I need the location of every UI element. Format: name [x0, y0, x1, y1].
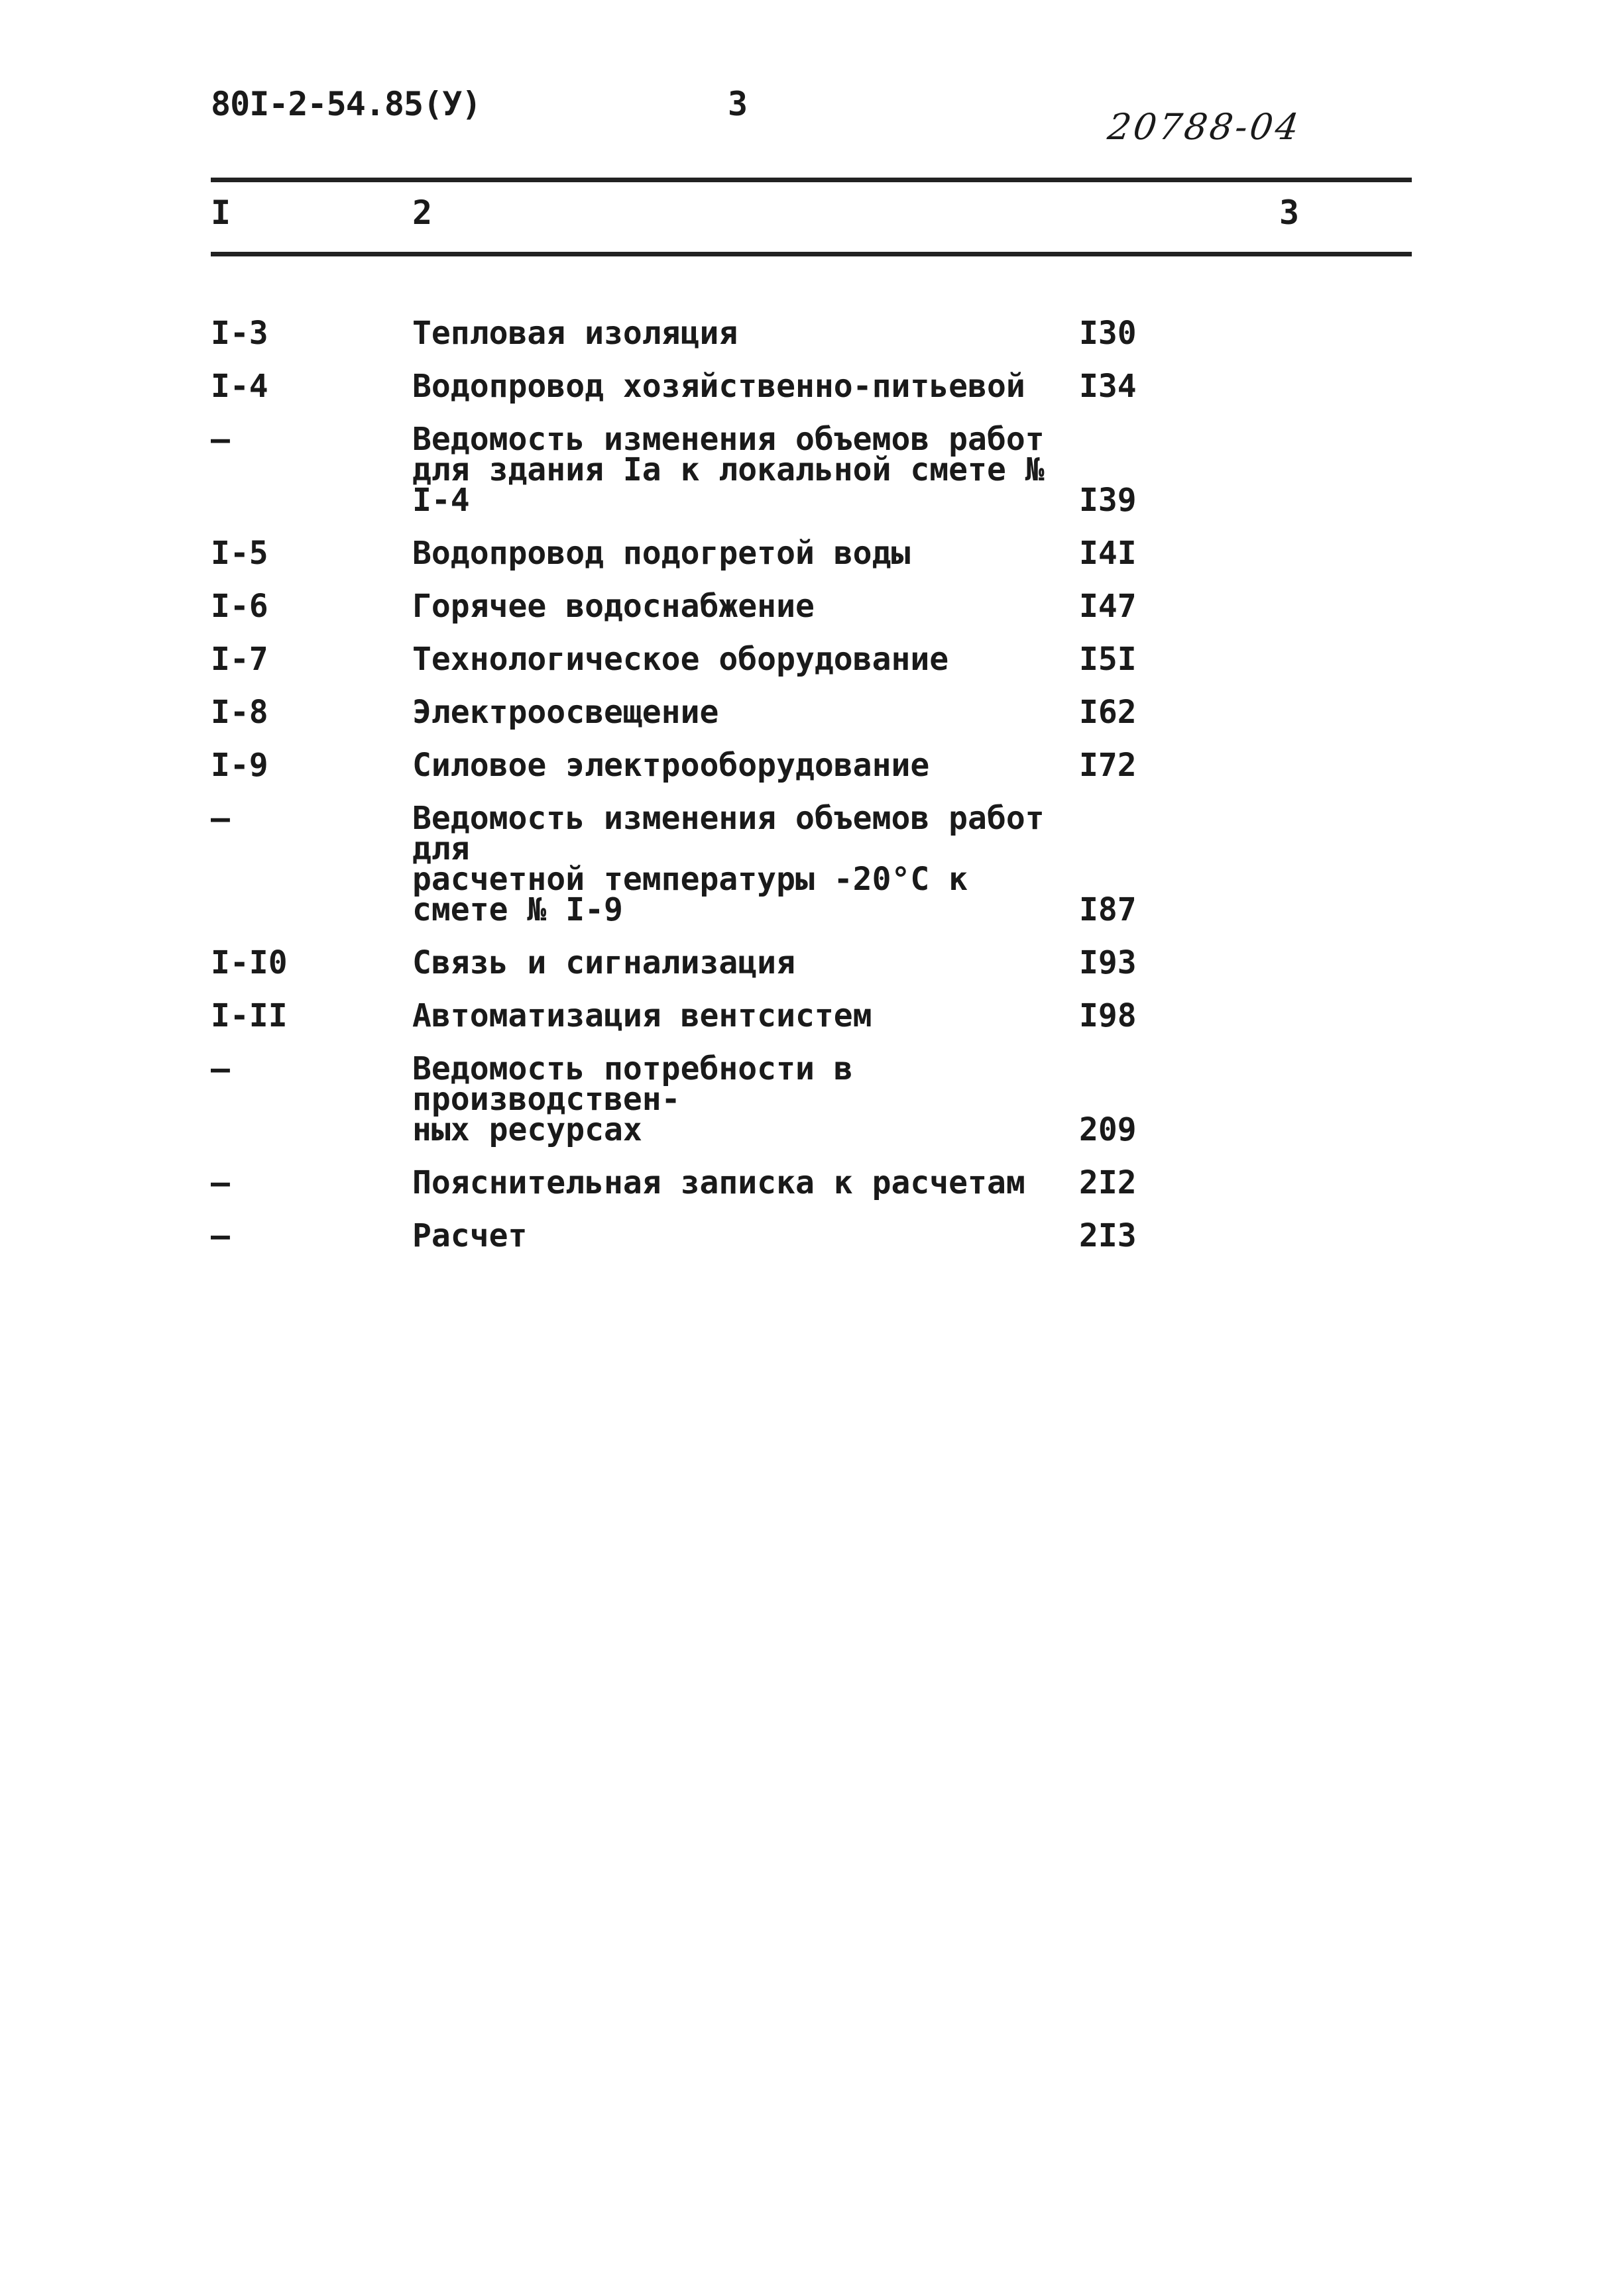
column-header-1: I [211, 193, 231, 232]
row-page: I93 [1079, 944, 1137, 981]
row-code: I-6 [211, 588, 268, 625]
table-row [0, 315, 1604, 352]
row-code: – [211, 421, 230, 458]
row-code: I-II [211, 997, 288, 1034]
table-row [0, 421, 1604, 519]
table-body [0, 315, 1604, 1274]
row-page: I87 [1079, 891, 1137, 928]
row-code: – [211, 1164, 230, 1201]
handwritten-note: 20788-04 [1105, 106, 1304, 148]
row-title: Ведомость изменения объемов работ для расчетной температуры -20°С к смете № I-9 [412, 800, 1045, 928]
page-number: 3 [728, 85, 748, 123]
table-row [0, 1217, 1604, 1254]
row-title: Силовое электрооборудование [412, 747, 930, 784]
table-row [0, 800, 1604, 928]
row-title: Ведомость потребности в производствен- ных ресурсах [412, 1050, 853, 1148]
row-page: I62 [1079, 694, 1137, 731]
table-header-rule [211, 252, 1412, 256]
row-page: 209 [1079, 1111, 1137, 1148]
row-title: Тепловая изоляция [412, 315, 738, 352]
row-title: Ведомость изменения объемов работ для здания Iа к локальной смете № I-4 [412, 421, 1045, 519]
table-row [0, 694, 1604, 731]
row-title: Автоматизация вентсистем [412, 997, 872, 1034]
row-page: I39 [1079, 482, 1137, 519]
document-code: 80I-2-54.85(У) [211, 85, 481, 123]
column-header-3: 3 [1279, 193, 1300, 232]
table-top-rule [211, 178, 1412, 182]
row-page: I5I [1079, 641, 1137, 678]
row-page: I98 [1079, 997, 1137, 1034]
row-title: Водопровод подогретой воды [412, 535, 911, 572]
row-code: – [211, 800, 230, 837]
row-code: I-8 [211, 694, 268, 731]
row-code: I-4 [211, 368, 268, 405]
table-row [0, 641, 1604, 678]
row-page: I4I [1079, 535, 1137, 572]
table-row [0, 588, 1604, 625]
row-title: Водопровод хозяйственно-питьевой [412, 368, 1025, 405]
row-title: Горячее водоснабжение [412, 588, 815, 625]
row-code: – [211, 1217, 230, 1254]
column-header-2: 2 [412, 193, 433, 232]
row-code: I-3 [211, 315, 268, 352]
table-row [0, 997, 1604, 1034]
row-title: Пояснительная записка к расчетам [412, 1164, 1025, 1201]
row-code: I-9 [211, 747, 268, 784]
table-row [0, 747, 1604, 784]
row-code: – [211, 1050, 230, 1087]
table-row [0, 368, 1604, 405]
table-row [0, 944, 1604, 981]
row-page: I30 [1079, 315, 1137, 352]
row-code: I-5 [211, 535, 268, 572]
row-title: Связь и сигнализация [412, 944, 795, 981]
row-title: Расчет [412, 1217, 528, 1254]
row-page: I72 [1079, 747, 1137, 784]
table-row [0, 1164, 1604, 1201]
row-code: I-I0 [211, 944, 288, 981]
table-row [0, 535, 1604, 572]
row-title: Электроосвещение [412, 694, 719, 731]
row-page: 2I2 [1079, 1164, 1137, 1201]
row-page: I34 [1079, 368, 1137, 405]
row-code: I-7 [211, 641, 268, 678]
table-row [0, 1050, 1604, 1148]
row-page: 2I3 [1079, 1217, 1137, 1254]
row-title: Технологическое оборудование [412, 641, 949, 678]
row-page: I47 [1079, 588, 1137, 625]
